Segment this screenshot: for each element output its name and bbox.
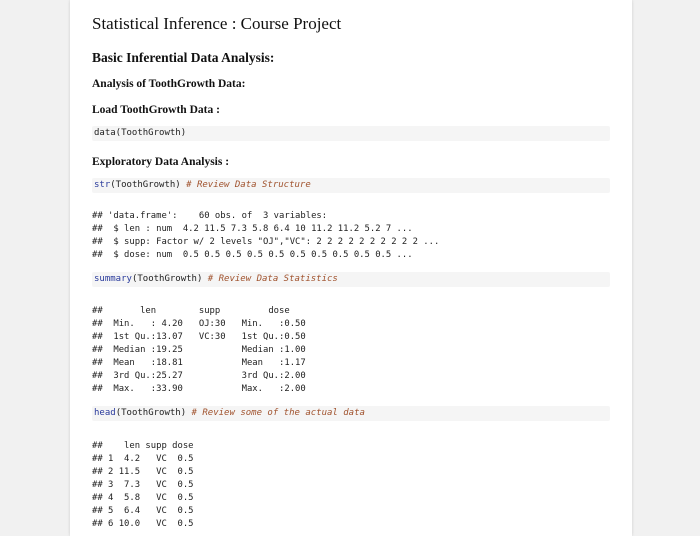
output-head	[92, 440, 194, 531]
section-heading-load: Load ToothGrowth Data :	[92, 104, 220, 116]
output-line: ## len supp dose	[92, 306, 322, 316]
code-chunk-summary	[92, 272, 610, 287]
output-line: ## 3rd Qu.:25.27 3rd Qu.:2.00	[92, 371, 317, 381]
output-line: ## 6 10.0 VC 0.5	[92, 519, 194, 529]
code-head-args: (ToothGrowth)	[115, 408, 192, 418]
output-line: ## Median :19.25 Median :1.00	[92, 345, 317, 355]
output-line: ## 'data.frame': 60 obs. of 3 variables:	[92, 211, 328, 221]
code-chunk-load	[92, 126, 610, 141]
code-str-comment: # Review Data Structure	[186, 180, 311, 190]
output-line: ## Min. : 4.20 OJ:30 Min. :0.50	[92, 319, 317, 329]
output-line: ## 5 6.4 VC 0.5	[92, 506, 194, 516]
output-line: ## 1st Qu.:13.07 VC:30 1st Qu.:0.50	[92, 332, 317, 342]
code-chunk-str	[92, 178, 610, 193]
code-head-comment: # Review some of the actual data	[191, 408, 365, 418]
output-line: ## 2 11.5 VC 0.5	[92, 467, 194, 477]
output-str	[92, 210, 439, 262]
code-str-args: (ToothGrowth)	[110, 180, 187, 190]
section-heading-analysis: Analysis of ToothGrowth Data:	[92, 78, 246, 90]
output-line: ## 4 5.8 VC 0.5	[92, 493, 194, 503]
output-summary	[92, 305, 322, 396]
code-summary-args: (ToothGrowth)	[131, 274, 208, 284]
code-summary-comment: # Review Data Statistics	[207, 274, 338, 284]
output-line: ## 3 7.3 VC 0.5	[92, 480, 194, 490]
code-chunk-head	[92, 406, 610, 421]
document-page	[70, 0, 632, 536]
output-line: ## $ supp: Factor w/ 2 levels "OJ","VC": 2 2 2 2 2 2 2 2 2 2 ...	[92, 237, 440, 247]
code-head-function: head	[94, 408, 116, 418]
code-summary-function: summary	[94, 274, 132, 284]
section-heading-exploratory: Exploratory Data Analysis :	[92, 156, 230, 168]
output-line: ## Max. :33.90 Max. :2.00	[92, 384, 317, 394]
section-heading-inferential: Basic Inferential Data Analysis:	[92, 50, 275, 65]
code-load-text: data(ToothGrowth)	[94, 128, 187, 138]
output-line: ## Mean :18.81 Mean :1.17	[92, 358, 317, 368]
output-line: ## $ len : num 4.2 11.5 7.3 5.8 6.4 10 11.2 11.2 5.2 7 ...	[92, 224, 413, 234]
code-str-function: str	[94, 180, 111, 190]
output-line: ## len supp dose	[92, 441, 194, 451]
output-line: ## $ dose: num 0.5 0.5 0.5 0.5 0.5 0.5 0.5 0.5 0.5 0.5 ...	[92, 250, 413, 260]
document-title: Statistical Inference : Course Project	[92, 14, 342, 33]
output-line: ## 1 4.2 VC 0.5	[92, 454, 194, 464]
